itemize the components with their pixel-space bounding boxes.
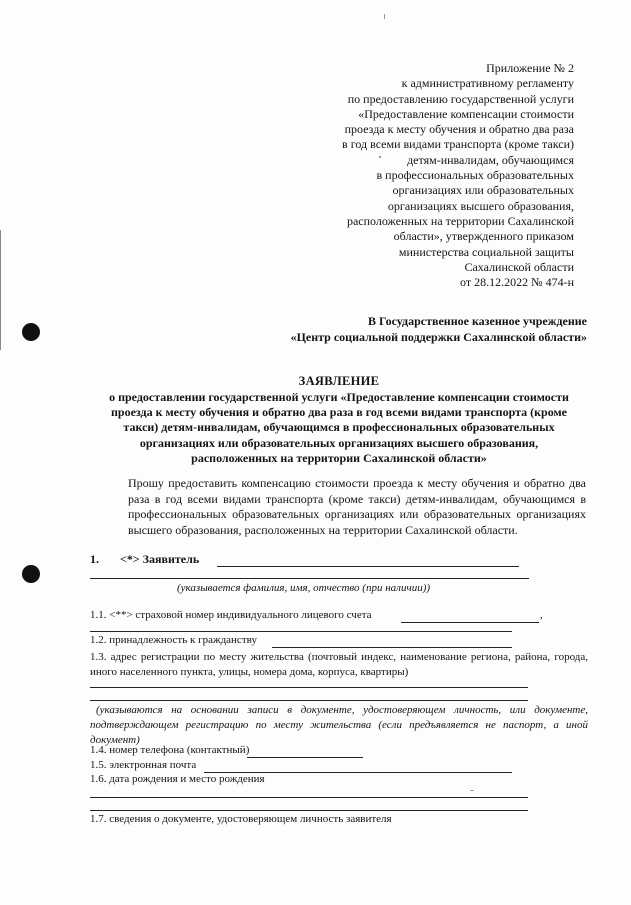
citizenship-input[interactable] [272, 647, 512, 648]
appendix-line: проезда к месту обучения и обратно два раза [344, 122, 574, 137]
appendix-header [274, 61, 574, 290]
field-phone-label: 1.4. номер телефона (контактный) [90, 744, 250, 756]
document-subtitle [90, 390, 588, 466]
punch-hole-bottom [22, 565, 40, 583]
scan-edge-mark [0, 230, 1, 350]
appendix-line: расположенных на территории Сахалинской [346, 213, 574, 228]
appendix-line: Сахалинской области [464, 259, 574, 274]
snils-input[interactable] [401, 622, 539, 623]
subtitle-line: такси) детям-инвалидам, обучающимся в профессиональных образовательных [123, 420, 555, 435]
subtitle-line: проезда к месту обучения и обратно два раза в год всеми видами транспорта (кроме [110, 405, 567, 420]
address-input-1[interactable] [90, 687, 528, 688]
intro-paragraph [90, 476, 586, 538]
appendix-line: «Предоставление компенсации стоимости [358, 106, 574, 121]
phone-input[interactable] [247, 757, 363, 758]
appendix-line: Приложение № 2 [486, 61, 574, 75]
appendix-line: организациях или образовательных [392, 183, 574, 198]
field-snils-label: 1.1. <**> страховой номер индивидуального лицевого счета [90, 609, 372, 621]
address-hint-text: (указываются на основании записи в документе, удостоверяющем личность, или документе, подтверждающем регистрацию по месту жительства (если предъявляется не паспорт, а иной документ) [90, 704, 588, 747]
recipient-line-2: «Центр социальной поддержки Сахалинской области» [290, 330, 587, 344]
intro-text: Прошу предоставить компенсацию стоимости проезда к месту обучения и обратно два раза в год всеми видами транспорта (кроме такси) детям-инвалидам, обучающимся в профессиональных образовательных организациях или образовательных организациях высшего образования, расположенных на территории Сахалинской области. [128, 476, 586, 537]
field-rule[interactable] [90, 631, 512, 632]
appendix-line: от 28.12.2022 № 474-н [460, 275, 574, 290]
appendix-line: к административному регламенту [401, 76, 574, 91]
appendix-line: по предоставлению государственной услуги [347, 91, 574, 106]
applicant-label: <*> Заявитель [120, 552, 200, 566]
field-birth-label: 1.6. дата рождения и место рождения [90, 773, 265, 785]
appendix-line: области», утвержденного приказом [393, 229, 574, 244]
subtitle-line: организациях или образовательных организациях высшего образования, [139, 435, 539, 450]
address-input-2[interactable] [90, 700, 528, 701]
appendix-line: организациях высшего образования, [387, 198, 574, 213]
field-address-label: 1.3. адрес регистрации по месту жительства (почтовый индекс, наименование региона, района, города, иного населенного пункта, улицы, номера дома, корпуса, квартиры) [90, 651, 588, 679]
document-title: ЗАЯВЛЕНИЕ [298, 374, 380, 388]
subtitle-line: расположенных на территории Сахалинской области» [191, 450, 487, 465]
field-citizenship-label: 1.2. принадлежность к гражданству [90, 634, 257, 646]
section-number: 1. [90, 552, 99, 566]
birth-input-1[interactable] [90, 797, 528, 798]
field-id-doc-label: 1.7. сведения о документе, удостоверяющем личность заявителя [90, 813, 392, 825]
appendix-line: в год всеми видами транспорта (кроме такси) [342, 137, 574, 152]
applicant-name-field[interactable] [217, 566, 519, 567]
applicant-name-field-2[interactable] [90, 578, 529, 579]
recipient-line-1: В Государственное казенное учреждение [368, 314, 587, 328]
applicant-name-hint: (указывается фамилия, имя, отчество (при наличии)) [177, 582, 431, 594]
appendix-line: в профессиональных образовательных [376, 168, 574, 183]
appendix-line: детям-инвалидам, обучающимся [407, 152, 574, 167]
birth-input-2[interactable] [90, 810, 528, 811]
punch-hole-top [22, 323, 40, 341]
subtitle-line: о предоставлении государственной услуги «Предоставление компенсации стоимости [109, 390, 569, 404]
field-email-label: 1.5. электронная почта [90, 759, 197, 771]
recipient-block [291, 313, 587, 345]
scan-speck [384, 14, 385, 19]
snils-comma: , [540, 609, 543, 621]
scan-speck [470, 790, 474, 791]
address-hint [90, 703, 588, 749]
section-applicant [90, 552, 199, 567]
appendix-line: министерства социальной защиты [398, 244, 574, 259]
